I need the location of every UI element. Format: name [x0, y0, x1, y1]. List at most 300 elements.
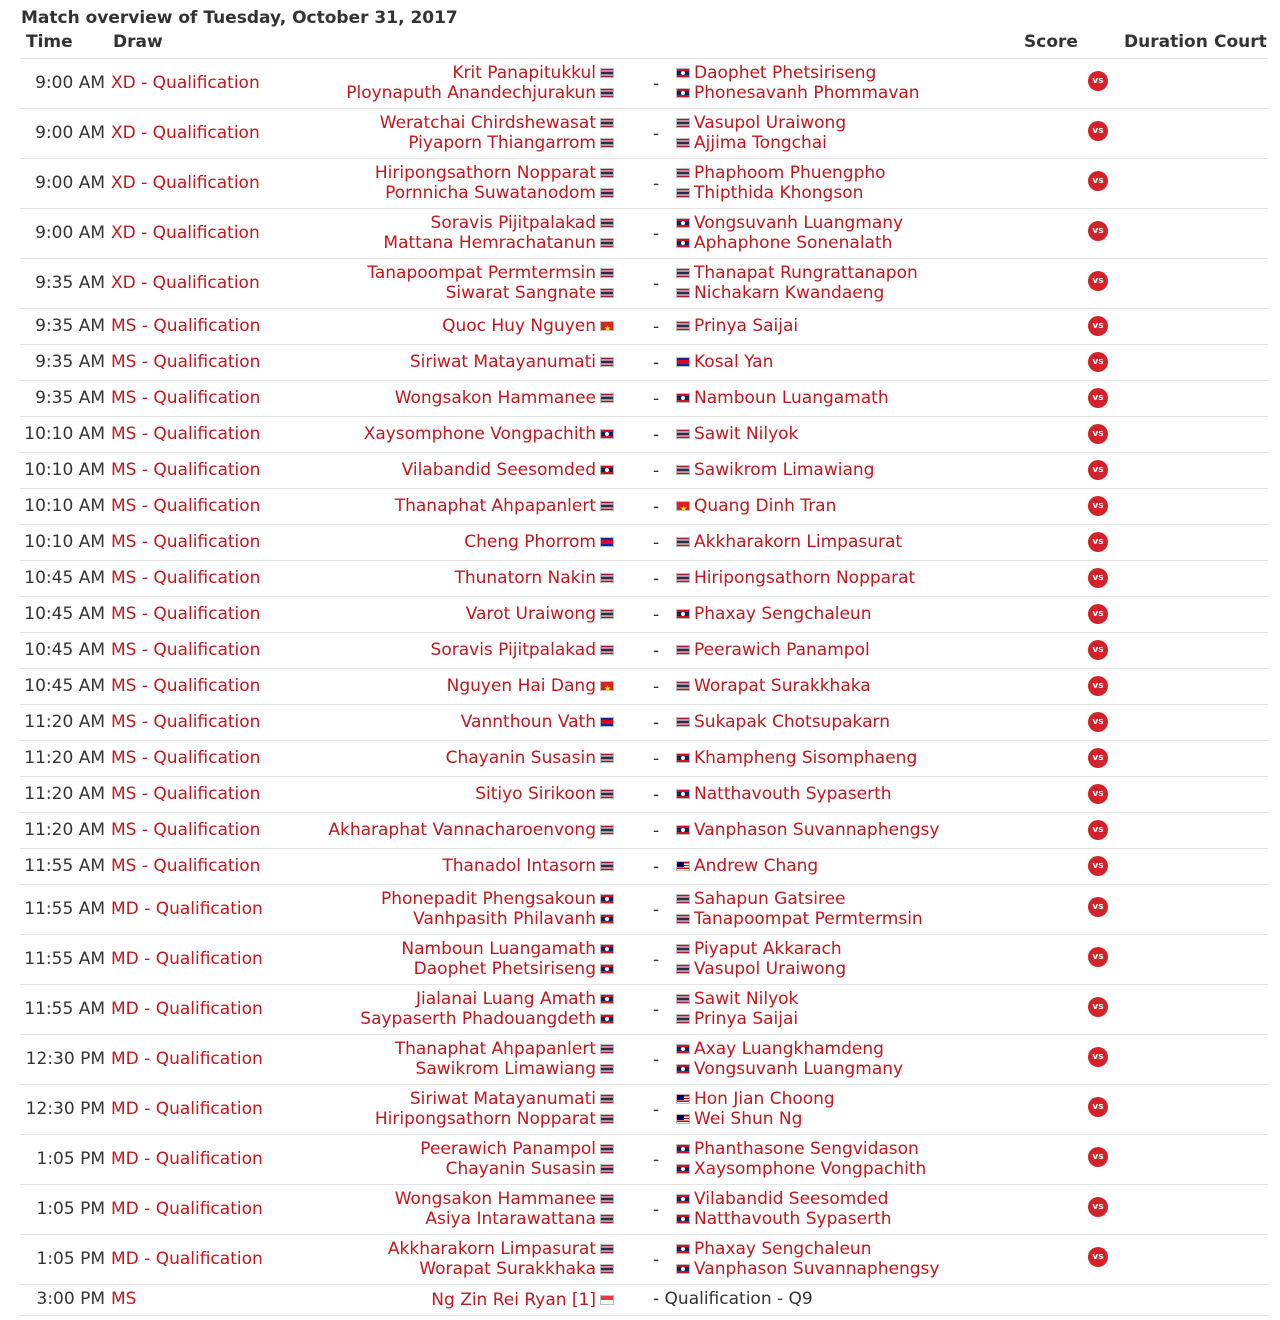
player-line [672, 604, 871, 624]
vs-badge-icon[interactable]: vs [1088, 352, 1108, 372]
player-link[interactable]: Sitiyo Sirikoon [475, 784, 596, 804]
team-2 [672, 989, 798, 1029]
player-link[interactable]: Wei Shun Ng [694, 1109, 803, 1129]
vs-badge-icon[interactable]: vs [1088, 424, 1108, 444]
flag-la-icon [600, 894, 614, 904]
match-time: 1:05 PM [36, 1249, 105, 1269]
player-link[interactable]: Phanthasone Sengvidason [694, 1139, 919, 1159]
flag-th-icon [600, 573, 614, 583]
flag-th-icon [600, 138, 614, 148]
team-1 [442, 856, 618, 876]
vs-badge-icon[interactable]: vs [1088, 856, 1108, 876]
draw-link[interactable]: MS - Qualification [111, 316, 261, 336]
match-row [20, 849, 1268, 885]
player-line [375, 1109, 618, 1129]
vs-badge-icon[interactable]: vs [1088, 640, 1108, 660]
player-link[interactable]: Sawit Nilyok [694, 989, 799, 1009]
vs-dash: - [653, 124, 660, 144]
flag-th-icon [600, 501, 614, 511]
match-time: 9:35 AM [35, 352, 105, 372]
team-1 [431, 1290, 618, 1310]
flag-th-icon [600, 1094, 614, 1104]
vs-badge-icon[interactable]: vs [1088, 1147, 1108, 1167]
player-link[interactable]: Krit Panapitukkul [452, 63, 596, 83]
player-link[interactable]: Sawit Nilyok [694, 424, 799, 444]
vs-dash: - [653, 317, 660, 337]
draw-link[interactable]: MS - Qualification [111, 424, 261, 444]
player-line [672, 1239, 939, 1259]
team-2 [672, 496, 836, 516]
flag-th-icon [600, 218, 614, 228]
vs-badge-icon[interactable]: vs [1088, 496, 1108, 516]
draw-link[interactable]: XD - Qualification [111, 223, 260, 243]
flag-th-icon [600, 357, 614, 367]
player-line [672, 748, 917, 768]
player-line [395, 388, 618, 408]
draw-link[interactable]: MS [111, 1289, 137, 1309]
vs-badge-icon[interactable]: vs [1088, 121, 1108, 141]
player-line [672, 1039, 903, 1059]
player-line [672, 1189, 892, 1209]
team-1 [442, 316, 618, 336]
player-link[interactable]: Tanapoompat Permtermsin [367, 263, 596, 283]
player-link[interactable]: Chayanin Susasin [445, 1159, 596, 1179]
player-line [380, 133, 618, 153]
player-link[interactable]: Cheng Phorrom [464, 532, 596, 552]
team-2 [672, 113, 846, 153]
team-2 [672, 748, 917, 768]
player-link[interactable]: Thanadol Intasorn [442, 856, 596, 876]
team-2 [672, 1239, 939, 1279]
player-link[interactable]: Soravis Pijitpalakad [430, 640, 596, 660]
player-line [475, 784, 618, 804]
player-link[interactable]: Nguyen Hai Dang [446, 676, 596, 696]
flag-th-icon [600, 68, 614, 78]
player-line [383, 233, 618, 253]
flag-th-icon [676, 321, 690, 331]
draw-link[interactable]: MS - Qualification [111, 352, 261, 372]
match-time: 1:05 PM [36, 1199, 105, 1219]
player-line [375, 1089, 618, 1109]
player-line [672, 1159, 926, 1179]
draw-link[interactable]: XD - Qualification [111, 273, 260, 293]
vs-badge-icon[interactable]: vs [1088, 171, 1108, 191]
vs-badge-icon[interactable]: vs [1088, 532, 1108, 552]
player-link[interactable]: Thanaphat Ahpapanlert [394, 1039, 596, 1059]
flag-th-icon [600, 1164, 614, 1174]
player-link[interactable]: Thunatorn Nakin [454, 568, 596, 588]
match-row [20, 209, 1268, 259]
team-1 [464, 532, 618, 552]
vs-dash: - [653, 785, 660, 805]
team-1 [420, 1139, 618, 1179]
team-1 [466, 604, 618, 624]
player-link[interactable]: Daophet Phetsiriseng [413, 959, 596, 979]
flag-th-icon [676, 537, 690, 547]
team-2 [672, 460, 874, 480]
player-line [395, 1209, 618, 1229]
player-line [672, 856, 818, 876]
vs-badge-icon[interactable]: vs [1088, 1247, 1108, 1267]
match-row [20, 985, 1268, 1035]
vs-badge-icon[interactable]: vs [1088, 221, 1108, 241]
flag-la-icon [676, 1194, 690, 1204]
player-link[interactable]: Phonepadit Phengsakoun [381, 889, 596, 909]
match-row [20, 1135, 1268, 1185]
match-row [20, 561, 1268, 597]
player-line [442, 856, 618, 876]
draw-link[interactable]: MS - Qualification [111, 676, 261, 696]
player-line [672, 388, 889, 408]
player-link[interactable]: Pornnicha Suwatanodom [385, 183, 596, 203]
player-line [381, 909, 618, 929]
player-line [672, 939, 846, 959]
match-row [20, 1185, 1268, 1235]
draw-link[interactable]: MD - Qualification [111, 1249, 263, 1269]
player-link[interactable]: Vasupol Uraiwong [694, 959, 847, 979]
match-table [20, 58, 1268, 1316]
player-link[interactable]: Akkharakorn Limpasurat [387, 1239, 596, 1259]
player-link[interactable]: Hiripongsathorn Nopparat [374, 163, 596, 183]
team-1 [431, 640, 618, 660]
page-title: Match overview of Tuesday, October 31, 2017 [21, 8, 458, 28]
player-link[interactable]: Vanphason Suvannaphengsy [694, 820, 940, 840]
team-2 [672, 424, 798, 444]
player-link[interactable]: Khampheng Sisomphaeng [694, 748, 918, 768]
draw-link[interactable]: MS - Qualification [111, 496, 261, 516]
match-time: 10:45 AM [24, 568, 105, 588]
player-line [672, 1139, 926, 1159]
player-link[interactable]: Daophet Phetsiriseng [694, 63, 877, 83]
flag-th-icon [600, 118, 614, 128]
vs-dash: - [653, 425, 660, 445]
flag-la-icon [600, 994, 614, 1004]
flag-la-icon [676, 68, 690, 78]
vs-badge-icon[interactable]: vs [1088, 997, 1108, 1017]
player-line [395, 496, 618, 516]
flag-th-icon [676, 188, 690, 198]
team-2 [672, 1189, 892, 1229]
vs-badge-icon[interactable]: vs [1088, 71, 1108, 91]
match-time: 11:20 AM [24, 712, 105, 732]
vs-badge-icon[interactable]: vs [1088, 568, 1108, 588]
draw-link[interactable]: MS - Qualification [111, 820, 261, 840]
flag-la-icon [676, 789, 690, 799]
draw-link[interactable]: MS - Qualification [111, 568, 261, 588]
vs-badge-icon[interactable]: vs [1088, 712, 1108, 732]
player-link[interactable]: Namboun Luangamath [401, 939, 596, 959]
player-link[interactable]: Quang Dinh Tran [694, 496, 837, 516]
player-line [672, 532, 902, 552]
match-time: 11:55 AM [24, 949, 105, 969]
vs-dash: - [653, 533, 660, 553]
player-link[interactable]: Vannthoun Vath [460, 712, 596, 732]
vs-dash: - [653, 389, 660, 409]
player-line [395, 1059, 618, 1079]
flag-vn-icon [600, 681, 614, 691]
player-link[interactable]: Weratchai Chirdshewasat [379, 113, 596, 133]
vs-badge-icon[interactable]: vs [1088, 316, 1108, 336]
match-time: 11:55 AM [24, 999, 105, 1019]
vs-badge-icon[interactable]: vs [1088, 388, 1108, 408]
match-time: 10:45 AM [24, 676, 105, 696]
flag-th-icon [600, 1244, 614, 1254]
flag-th-icon [676, 681, 690, 691]
player-line [364, 424, 618, 444]
match-row [20, 669, 1268, 705]
player-link[interactable]: Peerawich Panampol [694, 640, 870, 660]
team-1 [461, 712, 618, 732]
flag-la-icon [676, 1044, 690, 1054]
player-link[interactable]: Jialanai Luang Amath [416, 989, 596, 1009]
player-line [672, 989, 798, 1009]
player-link[interactable]: Tanapoompat Permtermsin [694, 909, 923, 929]
player-line [395, 1189, 618, 1209]
player-link[interactable]: Worapat Surakkhaka [419, 1259, 596, 1279]
flag-th-icon [600, 1064, 614, 1074]
player-link[interactable]: Soravis Pijitpalakad [430, 213, 596, 233]
player-link[interactable]: Hiripongsathorn Nopparat [374, 1109, 596, 1129]
player-link[interactable]: Wongsakon Hammanee [394, 1189, 596, 1209]
flag-sg-icon [600, 1295, 614, 1305]
player-link[interactable]: Phonesavanh Phommavan [694, 83, 920, 103]
player-link[interactable]: Axay Luangkhamdeng [694, 1039, 884, 1059]
flag-th-icon [600, 825, 614, 835]
draw-link[interactable]: MD - Qualification [111, 1099, 263, 1119]
player-link[interactable]: Natthavouth Sypaserth [694, 784, 892, 804]
player-line [672, 316, 798, 336]
team-1 [364, 424, 618, 444]
player-link[interactable]: Mattana Hemrachatanun [383, 233, 596, 253]
player-line [383, 213, 618, 233]
vs-badge-icon[interactable]: vs [1088, 897, 1108, 917]
draw-link[interactable]: MD - Qualification [111, 1049, 263, 1069]
draw-link[interactable]: MD - Qualification [111, 1199, 263, 1219]
flag-th-icon [676, 465, 690, 475]
player-link[interactable]: Sahapun Gatsiree [694, 889, 846, 909]
vs-badge-icon[interactable]: vs [1088, 1047, 1108, 1067]
player-line [672, 889, 923, 909]
vs-badge-icon[interactable]: vs [1088, 604, 1108, 624]
player-link[interactable]: Phaphoom Phuengpho [694, 163, 886, 183]
player-link[interactable]: Vilabandid Seesomded [694, 1189, 889, 1209]
vs-dash: - [653, 1100, 660, 1120]
player-link[interactable]: Xaysomphone Vongpachith [694, 1159, 927, 1179]
player-link[interactable]: Vilabandid Seesomded [401, 460, 596, 480]
match-row [20, 777, 1268, 813]
draw-link[interactable]: MS - Qualification [111, 640, 261, 660]
player-link[interactable]: Phaxay Sengchaleun [694, 604, 872, 624]
player-link[interactable]: Worapat Surakkhaka [694, 676, 871, 696]
team-2 [672, 388, 889, 408]
player-link[interactable]: Ajjima Tongchai [694, 133, 827, 153]
team-1 [446, 748, 618, 768]
vs-badge-icon[interactable]: vs [1088, 1097, 1108, 1117]
vs-badge-icon[interactable]: vs [1088, 784, 1108, 804]
draw-link[interactable]: MS - Qualification [111, 604, 261, 624]
header-duration: Duration [1124, 32, 1208, 52]
player-link[interactable]: Sawikrom Limawiang [694, 460, 875, 480]
team-1 [367, 263, 618, 303]
vs-dash: - [653, 1150, 660, 1170]
match-row [20, 597, 1268, 633]
player-link[interactable]: Hiripongsathorn Nopparat [694, 568, 916, 588]
vs-badge-icon[interactable]: vs [1088, 820, 1108, 840]
team-1 [375, 163, 618, 203]
player-line [672, 1259, 939, 1279]
draw-link[interactable]: XD - Qualification [111, 73, 260, 93]
player-link[interactable]: Xaysomphone Vongpachith [363, 424, 596, 444]
player-line [431, 640, 618, 660]
team-1 [380, 113, 618, 153]
player-link[interactable]: Hon Jian Choong [694, 1089, 835, 1109]
player-link[interactable]: Vanphason Suvannaphengsy [694, 1259, 940, 1279]
player-link[interactable]: Vasupol Uraiwong [694, 113, 847, 133]
player-link[interactable]: Ng Zin Rei Ryan [1] [431, 1290, 596, 1310]
player-link[interactable]: Akkharakorn Limpasurat [694, 532, 903, 552]
flag-th-icon [600, 1144, 614, 1154]
player-line [672, 63, 920, 83]
player-line [672, 1059, 903, 1079]
player-line [672, 1089, 835, 1109]
flag-th-icon [600, 861, 614, 871]
player-link[interactable]: Sukapak Chotsupakarn [694, 712, 890, 732]
flag-th-icon [600, 288, 614, 298]
flag-th-icon [600, 1114, 614, 1124]
player-link[interactable]: Peerawich Panampol [420, 1139, 596, 1159]
match-info: - Qualification - Q9 [653, 1289, 813, 1309]
player-link[interactable]: Thanapat Rungrattanapon [694, 263, 918, 283]
match-time: 3:00 PM [36, 1289, 105, 1309]
team-1 [447, 676, 618, 696]
player-link[interactable]: Vanhpasith Philavanh [413, 909, 596, 929]
player-link[interactable]: Phaxay Sengchaleun [694, 1239, 872, 1259]
team-1 [388, 1239, 618, 1279]
player-link[interactable]: Namboun Luangamath [694, 388, 889, 408]
player-link[interactable]: Ploynaputh Anandechjurakun [346, 83, 596, 103]
flag-la-icon [676, 1164, 690, 1174]
header-time: Time [26, 32, 73, 52]
player-line [672, 424, 798, 444]
flag-my-icon [676, 1114, 690, 1124]
flag-la-icon [676, 1214, 690, 1224]
player-link[interactable]: Prinya Saijai [694, 1009, 799, 1029]
player-link[interactable]: Sawikrom Limawiang [415, 1059, 596, 1079]
player-link[interactable]: Chayanin Susasin [445, 748, 596, 768]
player-link[interactable]: Kosal Yan [694, 352, 774, 372]
team-2 [672, 1139, 926, 1179]
match-time: 9:35 AM [35, 273, 105, 293]
draw-link[interactable]: MD - Qualification [111, 999, 263, 1019]
flag-th-icon [600, 753, 614, 763]
draw-link[interactable]: MS - Qualification [111, 388, 261, 408]
player-link[interactable]: Vongsuvanh Luangmany [694, 213, 904, 233]
flag-th-icon [600, 238, 614, 248]
player-link[interactable]: Wongsakon Hammanee [394, 388, 596, 408]
player-line [672, 1109, 835, 1129]
draw-link[interactable]: MD - Qualification [111, 899, 263, 919]
player-line [672, 496, 836, 516]
draw-link[interactable]: MS - Qualification [111, 784, 261, 804]
vs-badge-icon[interactable]: vs [1088, 460, 1108, 480]
match-time: 9:00 AM [35, 173, 105, 193]
player-link[interactable]: Andrew Chang [694, 856, 819, 876]
vs-badge-icon[interactable]: vs [1088, 271, 1108, 291]
match-time: 9:00 AM [35, 73, 105, 93]
vs-dash: - [653, 353, 660, 373]
draw-link[interactable]: MS - Qualification [111, 748, 261, 768]
match-time: 10:10 AM [24, 424, 105, 444]
flag-la-icon [676, 1244, 690, 1254]
player-line [446, 748, 618, 768]
team-1 [395, 1189, 618, 1229]
player-link[interactable]: Siwarat Sangnate [445, 283, 596, 303]
match-row [20, 885, 1268, 935]
player-line [672, 676, 871, 696]
player-link[interactable]: Prinya Saijai [694, 316, 799, 336]
flag-th-icon [676, 429, 690, 439]
team-1 [375, 1089, 618, 1129]
match-row [20, 525, 1268, 561]
team-1 [395, 496, 618, 516]
vs-badge-icon[interactable]: vs [1088, 947, 1108, 967]
player-link[interactable]: Vongsuvanh Luangmany [694, 1059, 904, 1079]
player-link[interactable]: Nichakarn Kwandaeng [694, 283, 885, 303]
player-link[interactable]: Saypaserth Phadouangdeth [360, 1009, 596, 1029]
vs-badge-icon[interactable]: vs [1088, 1197, 1108, 1217]
player-line [672, 263, 918, 283]
draw-link[interactable]: MS - Qualification [111, 712, 261, 732]
player-link[interactable]: Siriwat Matayanumati [409, 352, 596, 372]
player-line [388, 1239, 618, 1259]
draw-link[interactable]: XD - Qualification [111, 123, 260, 143]
player-link[interactable]: Quoc Huy Nguyen [442, 316, 596, 336]
player-link[interactable]: Thipthida Khongson [694, 183, 864, 203]
draw-link[interactable]: MS - Qualification [111, 460, 261, 480]
flag-la-icon [600, 465, 614, 475]
player-link[interactable]: Akharaphat Vannacharoenvong [328, 820, 596, 840]
vs-badge-icon[interactable]: vs [1088, 748, 1108, 768]
player-line [672, 1009, 798, 1029]
vs-dash: - [653, 900, 660, 920]
draw-link[interactable]: MS - Qualification [111, 856, 261, 876]
player-link[interactable]: Aphaphone Sonenalath [694, 233, 893, 253]
draw-link[interactable]: XD - Qualification [111, 173, 260, 193]
draw-link[interactable]: MD - Qualification [111, 1149, 263, 1169]
vs-dash: - [653, 1250, 660, 1270]
flag-th-icon [676, 894, 690, 904]
match-time: 11:20 AM [24, 820, 105, 840]
vs-badge-icon[interactable]: vs [1088, 676, 1108, 696]
vs-dash: - [653, 497, 660, 517]
draw-link[interactable]: MS - Qualification [111, 532, 261, 552]
flag-th-icon [600, 1264, 614, 1274]
player-line [420, 1159, 618, 1179]
flag-la-icon [600, 429, 614, 439]
player-link[interactable]: Natthavouth Sypaserth [694, 1209, 892, 1229]
player-link[interactable]: Piyaporn Thiangarrom [408, 133, 596, 153]
player-link[interactable]: Varot Uraiwong [465, 604, 596, 624]
player-line [672, 909, 923, 929]
team-2 [672, 712, 890, 732]
player-link[interactable]: Asiya Intarawattana [425, 1209, 596, 1229]
flag-th-icon [600, 88, 614, 98]
player-link[interactable]: Thanaphat Ahpapanlert [394, 496, 596, 516]
flag-kh-icon [600, 537, 614, 547]
player-link[interactable]: Siriwat Matayanumati [409, 1089, 596, 1109]
draw-link[interactable]: MD - Qualification [111, 949, 263, 969]
player-link[interactable]: Piyaput Akkarach [694, 939, 842, 959]
